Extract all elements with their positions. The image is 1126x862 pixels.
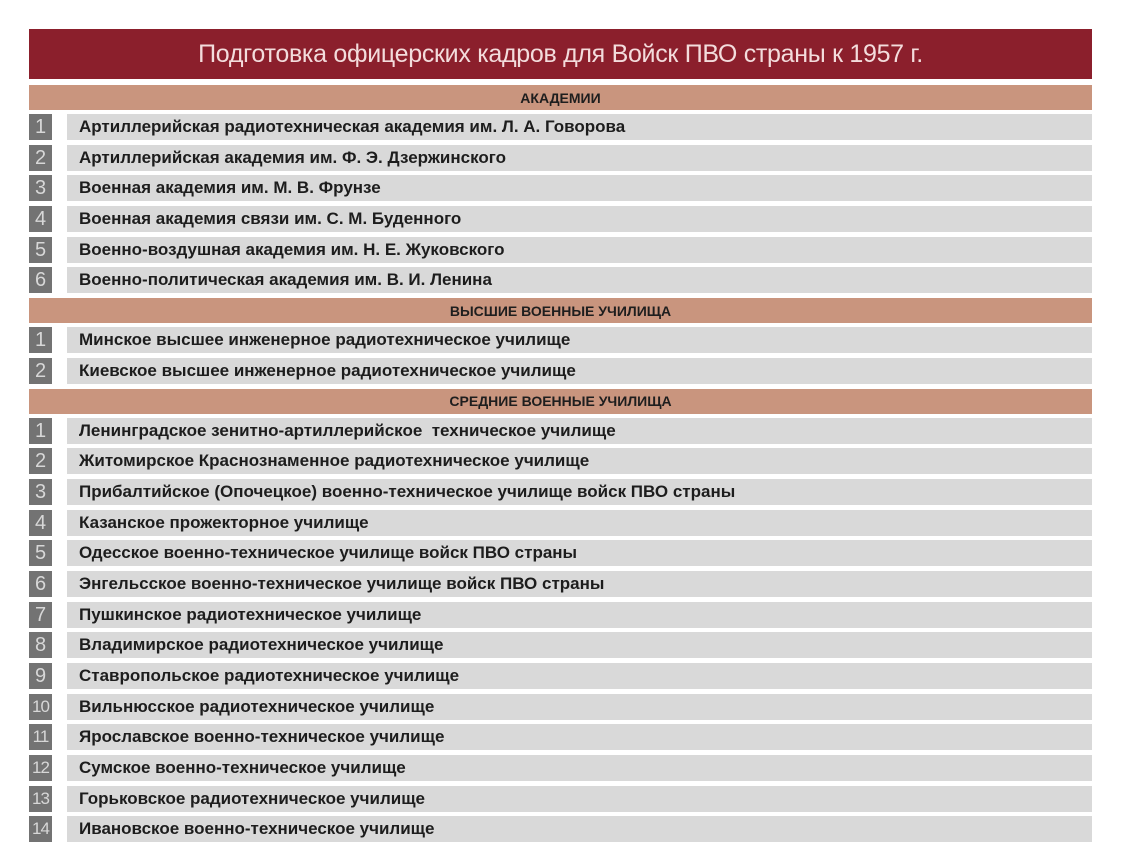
item-name: Сумское военно-техническое училище xyxy=(67,755,1092,781)
list-item xyxy=(29,724,1092,750)
list-item xyxy=(29,663,1092,689)
list-item xyxy=(29,571,1092,597)
item-name: Минское высшее инженерное радиотехническое училище xyxy=(67,327,1092,353)
section-header: ВЫСШИЕ ВОЕННЫЕ УЧИЛИЩА xyxy=(29,298,1092,323)
list-item xyxy=(29,632,1092,658)
list-item xyxy=(29,175,1092,201)
item-name: Артиллерийская академия им. Ф. Э. Дзержинского xyxy=(67,145,1092,171)
item-number: 2 xyxy=(29,145,52,171)
item-number: 6 xyxy=(29,267,52,293)
list-item xyxy=(29,358,1092,384)
list-item xyxy=(29,114,1092,140)
item-name: Горьковское радиотехническое училище xyxy=(67,786,1092,812)
item-number: 10 xyxy=(29,694,52,720)
item-number: 3 xyxy=(29,175,52,201)
item-number: 1 xyxy=(29,327,52,353)
item-number: 1 xyxy=(29,114,52,140)
item-name: Военно-воздушная академия им. Н. Е. Жуковского xyxy=(67,237,1092,263)
section-header: АКАДЕМИИ xyxy=(29,85,1092,110)
item-number: 4 xyxy=(29,510,52,536)
item-name: Житомирское Краснознаменное радиотехническое училище xyxy=(67,448,1092,474)
item-name: Киевское высшее инженерное радиотехническое училище xyxy=(67,358,1092,384)
list-item xyxy=(29,327,1092,353)
item-number: 5 xyxy=(29,237,52,263)
list-item xyxy=(29,267,1092,293)
list-item xyxy=(29,206,1092,232)
item-name: Военная академия им. М. В. Фрунзе xyxy=(67,175,1092,201)
item-number: 11 xyxy=(29,724,52,750)
section-header: СРЕДНИЕ ВОЕННЫЕ УЧИЛИЩА xyxy=(29,389,1092,414)
item-name: Пушкинское радиотехническое училище xyxy=(67,602,1092,628)
item-name: Одесское военно-техническое училище войск ПВО страны xyxy=(67,540,1092,566)
list-item xyxy=(29,694,1092,720)
list-item xyxy=(29,602,1092,628)
item-number: 12 xyxy=(29,755,52,781)
item-name: Энгельсское военно-техническое училище войск ПВО страны xyxy=(67,571,1092,597)
list-item xyxy=(29,540,1092,566)
page-title: Подготовка офицерских кадров для Войск ПВО страны к 1957 г. xyxy=(29,29,1092,79)
item-name: Казанское прожекторное училище xyxy=(67,510,1092,536)
item-number: 14 xyxy=(29,816,52,842)
item-name: Ставропольское радиотехническое училище xyxy=(67,663,1092,689)
list-item xyxy=(29,237,1092,263)
item-number: 1 xyxy=(29,418,52,444)
list-item xyxy=(29,418,1092,444)
item-number: 5 xyxy=(29,540,52,566)
item-number: 2 xyxy=(29,358,52,384)
item-name: Владимирское радиотехническое училище xyxy=(67,632,1092,658)
item-number: 13 xyxy=(29,786,52,812)
item-name: Ленинградское зенитно-артиллерийское техническое училище xyxy=(67,418,1092,444)
item-name: Военная академия связи им. С. М. Буденного xyxy=(67,206,1092,232)
list-item xyxy=(29,816,1092,842)
table-body xyxy=(29,85,1092,847)
item-name: Прибалтийское (Опочецкое) военно-техническое училище войск ПВО страны xyxy=(67,479,1092,505)
item-number: 8 xyxy=(29,632,52,658)
item-number: 4 xyxy=(29,206,52,232)
item-name: Артиллерийская радиотехническая академия им. Л. А. Говорова xyxy=(67,114,1092,140)
list-item xyxy=(29,479,1092,505)
list-item xyxy=(29,448,1092,474)
item-name: Вильнюсское радиотехническое училище xyxy=(67,694,1092,720)
item-number: 9 xyxy=(29,663,52,689)
list-item xyxy=(29,755,1092,781)
item-name: Военно-политическая академия им. В. И. Ленина xyxy=(67,267,1092,293)
item-number: 6 xyxy=(29,571,52,597)
list-item xyxy=(29,786,1092,812)
item-name: Ярославское военно-техническое училище xyxy=(67,724,1092,750)
item-name: Ивановское военно-техническое училище xyxy=(67,816,1092,842)
item-number: 7 xyxy=(29,602,52,628)
list-item xyxy=(29,145,1092,171)
list-item xyxy=(29,510,1092,536)
item-number: 2 xyxy=(29,448,52,474)
item-number: 3 xyxy=(29,479,52,505)
